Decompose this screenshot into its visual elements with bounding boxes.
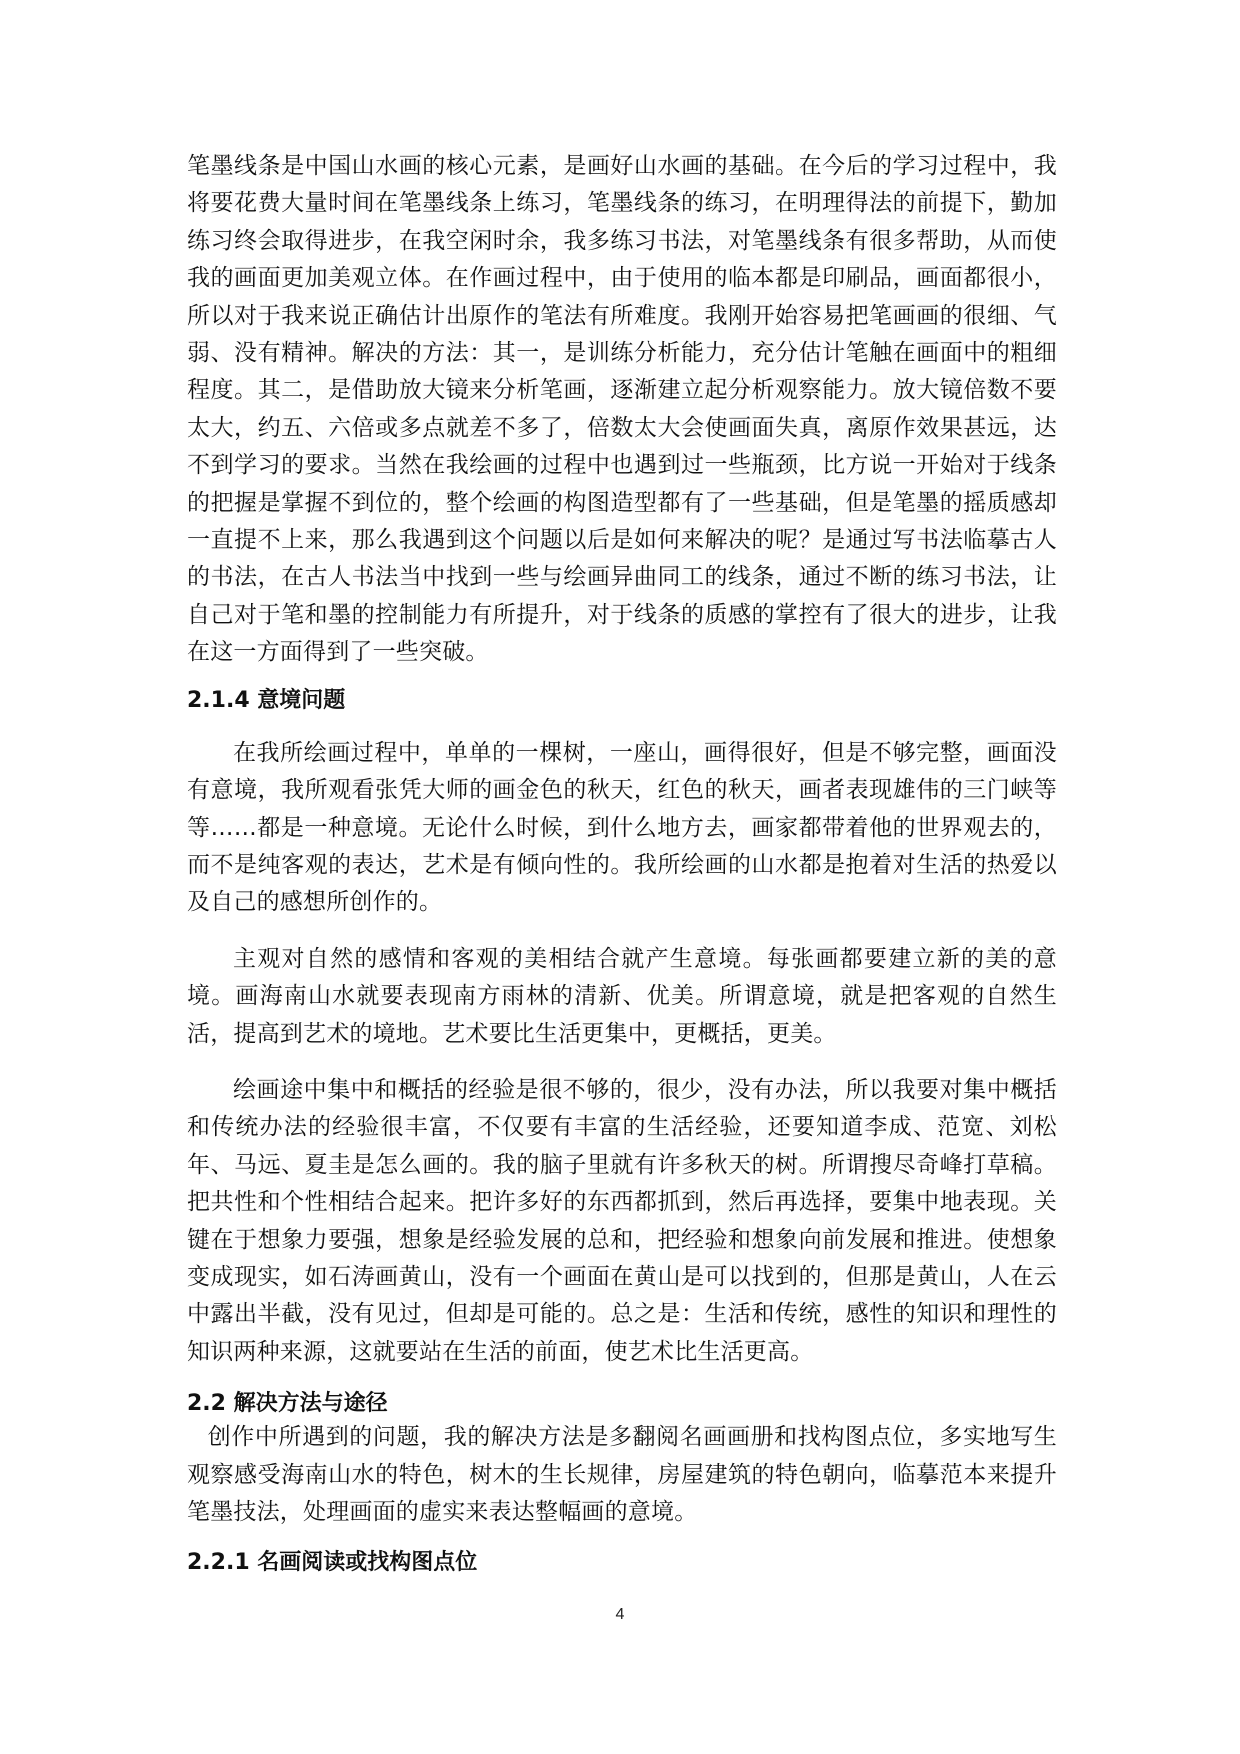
heading-2-2-1: 2.2.1 名画阅读或找构图点位: [187, 1550, 478, 1576]
paragraph-artistic-conception: 在我所绘画过程中，单单的一棵树，一座山，画得很好，但是不够完整，画面没有意境，我所观看张凭大师的画金色的秋天，红色的秋天，画者表现雄伟的三门峡等等……都是一种意境。无论什么时候，到什么地方去，画家都带着他的世界观去的，而不是纯客观的表达，艺术是有倾向性的。我所绘画的山水都是抱着对生活的热爱以及自己的感想所创作的。: [187, 739, 1057, 916]
heading-2-2: 2.2 解决方法与途径: [187, 1391, 388, 1417]
paragraph-solutions: 创作中所遇到的问题，我的解决方法是多翻阅名画画册和找构图点位，多实地写生观察感受海南山水的特色，树木的生长规律，房屋建筑的特色朝向，临摹范本来提升笔墨技法，处理画面的虚实来表达整幅画的意境。: [187, 1424, 1057, 1525]
heading-2-1-4: 2.1.4 意境问题: [187, 687, 346, 713]
paragraph-experience: 绘画途中集中和概括的经验是很不够的，很少，没有办法，所以我要对集中概括和传统办法的经验很丰富，不仅要有丰富的生活经验，还要知道李成、范宽、刘松年、马远、夏圭是怎么画的。我的脑子里就有许多秋天的树。所谓搜尽奇峰打草稿。把共性和个性相结合起来。把许多好的东西都抓到，然后再选择，要集中地表现。关键在于想象力要强，想象是经验发展的总和，把经验和想象向前发展和推进。使想象变成现实，如石涛画黄山，没有一个画面在黄山是可以找到的，但那是黄山，人在云中露出半截，没有见过，但却是可能的。总之是：生活和传统，感性的知识和理性的知识两种来源，这就要站在生活的前面，使艺术比生活更高。: [187, 1076, 1057, 1365]
paragraph-brush-ink: 笔墨线条是中国山水画的核心元素，是画好山水画的基础。在今后的学习过程中，我将要花费大量时间在笔墨线条上练习，笔墨线条的练习，在明理得法的前提下，勤加练习终会取得进步，在我空闲时余，我多练习书法，对笔墨线条有很多帮助，从而使我的画面更加美观立体。在作画过程中，由于使用的临本都是印刷品，画面都很小，所以对于我来说正确估计出原作的笔法有所难度。我刚开始容易把笔画画的很细、气弱、没有精神。解决的方法：其一，是训练分析能力，充分估计笔触在画面中的粗细程度。其二，是借助放大镜来分析笔画，逐渐建立起分析观察能力。放大镜倍数不要太大，约五、六倍或多点就差不多了，倍数太大会使画面失真，离原作效果甚远，达不到学习的要求。当然在我绘画的过程中也遇到过一些瓶颈，比方说一开始对于线条的把握是掌握不到位的，整个绘画的构图造型都有了一些基础，但是笔墨的摇质感却一直提不上来，那么我遇到这个问题以后是如何来解决的呢？是通过写书法临摹古人的书法，在古人书法当中找到一些与绘画异曲同工的线条，通过不断的练习书法，让自己对于笔和墨的控制能力有所提升，对于线条的质感的掌控有了很大的进步，让我在这一方面得到了一些突破。: [187, 153, 1057, 666]
paragraph-subjective-objective: 主观对自然的感情和客观的美相结合就产生意境。每张画都要建立新的美的意境。画海南山水就要表现南方雨林的清新、优美。所谓意境，就是把客观的自然生活，提高到艺术的境地。艺术要比生活更集中，更概括，更美。: [187, 945, 1057, 1047]
page-content: [187, 148, 1057, 1578]
page-number: 4: [615, 1606, 625, 1623]
